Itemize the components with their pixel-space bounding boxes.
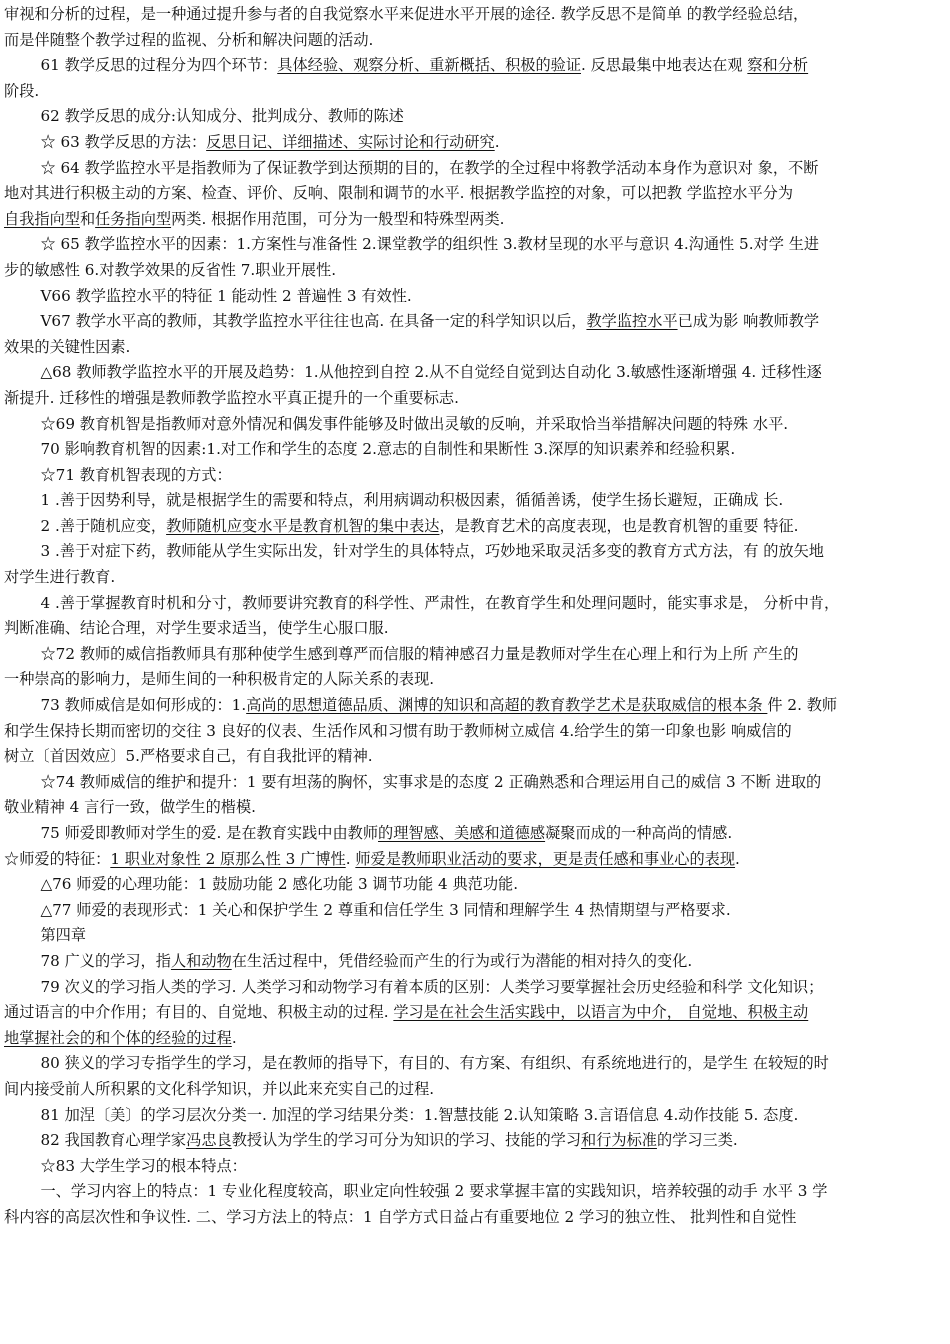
text-line xyxy=(4,1154,946,1180)
text-run: 地对其进行积极主动的方案、检查、评价、反响、限制和调节的水平. 根据教学监控的对象，可以把教 学监控水平分为 xyxy=(4,184,794,203)
text-run: 1 .善于因势利导，就是根据学生的需要和特点，利用病调动积极因素，循循善诱，使学生扬长避短，正确成 长. xyxy=(40,491,784,510)
text-line xyxy=(4,1179,946,1205)
text-run: 70 影响教育机智的因素:1.对工作和学生的态度 2.意志的自制性和果断性 3.深厚的知识素养和经验积累. xyxy=(40,440,736,459)
text-line xyxy=(4,386,946,412)
text-run: 两类. 根据作用范围，可分为一般型和特殊型两类. xyxy=(171,209,505,228)
text-run: . xyxy=(345,849,356,868)
text-line xyxy=(4,463,946,489)
text-run: 树立〔首因效应〕5.严格要求自己，有自我批评的精神. xyxy=(4,747,373,766)
text-line xyxy=(4,2,946,28)
text-line xyxy=(4,642,946,668)
text-line xyxy=(4,437,946,463)
text-run: ☆ 63 教学反思的方法： xyxy=(40,132,207,151)
text-line xyxy=(4,1026,946,1052)
text-line xyxy=(4,514,946,540)
underlined-text: 学习是在社会生活实践中，以语言为中介， 自觉地、积极主动 xyxy=(393,1003,809,1022)
underlined-text: 师爱是教师职业活动的要求，更是责任感和事业心的表现 xyxy=(355,849,736,868)
text-run: 通过语言的中介作用；有目的、自觉地、积极主动的过程. xyxy=(4,1003,394,1022)
text-line xyxy=(4,130,946,156)
text-run: 61 教学反思的过程分为四个环节： xyxy=(40,56,278,75)
text-run: ☆72 教师的威信指教师具有那种使学生感到尊严而信服的精神感召力量是教师对学生在心理上和行为上所 产生的 xyxy=(40,644,799,663)
underlined-text: 地掌握社会的和个体的经验的过程 xyxy=(4,1028,232,1047)
text-line xyxy=(4,872,946,898)
text-run: ☆师爱的特征： xyxy=(4,849,111,868)
text-line xyxy=(4,975,946,1001)
text-run: . xyxy=(494,132,500,151)
text-run: 教授认为学生的学习可分为知识的学习、技能的学习 xyxy=(231,1131,581,1150)
text-run: . 反思最集中地表达在观 xyxy=(581,56,748,75)
text-run: 81 加涅〔美〕的学习层次分类一. 加涅的学习结果分类：1.智慧技能 2.认知策略 3.言语信息 4.动作技能 5. 态度. xyxy=(40,1105,799,1124)
text-line xyxy=(4,719,946,745)
underlined-text: 高尚的思想道德品质、渊博的知识和高超的教育教学艺术是获取威信的根本条 xyxy=(246,696,768,715)
text-run: 效果的关键性因素. xyxy=(4,337,131,356)
text-line xyxy=(4,667,946,693)
text-run: 已成为影 响教师教学 xyxy=(677,312,820,331)
text-run: 73 教师威信是如何形成的：1. xyxy=(40,696,247,715)
text-run: 凝聚而成的一种高尚的情感. xyxy=(545,824,733,842)
text-line xyxy=(4,1000,946,1026)
text-line xyxy=(4,770,946,796)
text-line xyxy=(4,335,946,361)
text-run: . xyxy=(231,1028,237,1047)
text-line xyxy=(4,53,946,79)
text-run: 审视和分析的过程，是一种通过提升参与者的自我觉察水平来促进水平开展的途径. 教学反思不是简单 的教学经验总结， xyxy=(4,5,809,23)
underlined-text: 和行为标准 xyxy=(581,1131,657,1150)
text-run: 和 xyxy=(79,209,96,228)
text-line xyxy=(4,181,946,207)
text-run: 2 .善于随机应变， xyxy=(40,516,167,535)
text-run: 而是伴随整个教学过程的监视、分析和解决问题的活动. xyxy=(4,30,374,49)
text-run: 判断准确、结论合理，对学生要求适当，使学生心服口服. xyxy=(4,619,389,638)
text-line xyxy=(4,1103,946,1129)
text-line xyxy=(4,591,946,617)
text-line xyxy=(4,28,946,54)
text-line xyxy=(4,258,946,284)
text-run: △76 师爱的心理功能：1 鼓励功能 2 感化功能 3 调节功能 4 典范功能. xyxy=(40,875,519,894)
text-line xyxy=(4,232,946,258)
underlined-text: 任务指向型 xyxy=(95,209,172,228)
text-run: 82 我国教育心理学家 xyxy=(40,1131,187,1150)
underlined-text: 的理智感、美感和道德感 xyxy=(378,824,546,842)
text-run: 78 广义的学习，指 xyxy=(40,951,171,970)
text-run: 科内容的高层次性和争议性. 二、学习方法上的特点：1 自学方式日益占有重要地位 2 学习的独立性、 批判性和自觉性 xyxy=(4,1207,797,1226)
text-line xyxy=(4,207,946,233)
text-run: 敬业精神 4 言行一致，做学生的楷模. xyxy=(4,798,256,817)
text-line xyxy=(4,795,946,821)
underlined-text: 人和动物 xyxy=(170,951,232,970)
text-line xyxy=(4,616,946,642)
underlined-text: 自我指向型 xyxy=(4,209,80,228)
text-run: 步的敏感性 6.对教学效果的反省性 7.职业开展性. xyxy=(4,260,337,279)
underlined-text: 察和分析 xyxy=(747,56,809,75)
text-line xyxy=(4,539,946,565)
text-line xyxy=(4,744,946,770)
text-run: 渐提升. 迁移性的增强是教师教学监控水平真正提升的一个重要标志. xyxy=(4,388,459,407)
text-run: 在生活过程中，凭借经验而产生的行为或行为潜能的相对持久的变化. xyxy=(231,951,693,970)
underlined-text: 反思日记、详细描述、实际讨论和行动研究 xyxy=(206,132,495,151)
text-line xyxy=(4,821,946,847)
text-run: . xyxy=(735,849,740,868)
text-line xyxy=(4,1077,946,1103)
text-run: 的学习三类. xyxy=(656,1131,738,1150)
text-line xyxy=(4,412,946,438)
text-run: 62 教学反思的成分:认知成分、批判成分、教师的陈述 xyxy=(40,107,404,126)
text-run: 75 师爱即教师对学生的爱. 是在教育实践中由教师 xyxy=(40,824,379,842)
text-line xyxy=(4,847,946,873)
underlined-text: 冯忠良 xyxy=(186,1131,232,1150)
text-run: 件 2. 教师 xyxy=(767,696,838,715)
text-run: 阶段. xyxy=(4,81,40,100)
underlined-text: 1 职业对象性 2 原那么性 3 广博性 xyxy=(110,849,346,868)
underlined-text: 教师随机应变水平是教育机智的集中表达 xyxy=(166,516,440,535)
underlined-text: 教学监控水平 xyxy=(586,312,678,331)
text-line xyxy=(4,1128,946,1154)
text-line xyxy=(4,104,946,130)
text-run: 对学生进行教育. xyxy=(4,568,116,587)
text-line xyxy=(4,488,946,514)
underlined-text: 具体经验、观察分析、重新概括、积极的验证 xyxy=(277,56,581,75)
text-run: 3 .善于对症下药，教师能从学生实际出发，针对学生的具体特点，巧妙地采取灵活多变的教育方式方法，有 的放矢地 xyxy=(40,542,824,561)
text-line xyxy=(4,309,946,335)
text-line xyxy=(4,284,946,310)
text-run: △68 教师教学监控水平的开展及趋势：1.从他控到自控 2.从不自觉经自觉到达自动化 3.敏感性逐渐增强 4. 迁移性逐 xyxy=(40,363,822,382)
text-line xyxy=(4,693,946,719)
text-run: △77 师爱的表现形式：1 关心和保护学生 2 尊重和信任学生 3 同情和理解学生 4 热情期望与严格要求. xyxy=(40,900,731,919)
text-line xyxy=(4,156,946,182)
text-run: ，是教育艺术的高度表现，也是教育机智的重要 特征. xyxy=(439,516,799,535)
text-run: V67 教学水平高的教师，其教学监控水平往往也高. 在具备一定的科学知识以后， xyxy=(40,312,587,331)
text-run: 80 狭义的学习专指学生的学习，是在教师的指导下，有目的、有方案、有组织、有系统地进行的，是学生 在较短的时 xyxy=(40,1054,829,1073)
text-run: V66 教学监控水平的特征 1 能动性 2 普遍性 3 有效性. xyxy=(40,286,412,305)
text-run: ☆ 65 教学监控水平的因素：1.方案性与准备性 2.课堂教学的组织性 3.教材呈现的水平与意识 4.沟通性 5.对学 生进 xyxy=(40,235,820,254)
text-line xyxy=(4,1051,946,1077)
text-run: ☆ 64 教学监控水平是指教师为了保证教学到达预期的目的，在教学的全过程中将教学活动本身作为意识对 象，不断 xyxy=(40,158,819,177)
text-run: 第四章 xyxy=(40,926,87,945)
text-run: 一种崇高的影响力，是师生间的一种积极肯定的人际关系的表现. xyxy=(4,670,435,689)
text-run: ☆69 教育机智是指教师对意外情况和偶发事件能够及时做出灵敏的反响，并采取恰当举措解决问题的特殊 水平. xyxy=(40,414,789,433)
text-run: ☆71 教育机智表现的方式： xyxy=(40,465,232,484)
text-line xyxy=(4,565,946,591)
text-run: 间内接受前人所积累的文化科学知识，并以此来充实自己的过程. xyxy=(4,1079,435,1098)
text-line xyxy=(4,1205,946,1231)
text-run: 一、学习内容上的特点：1 专业化程度较高，职业定向性较强 2 要求掌握丰富的实践知识，培养较强的动手 水平 3 学 xyxy=(40,1182,828,1201)
text-line xyxy=(4,360,946,386)
text-run: ☆74 教师威信的维护和提升：1 要有坦荡的胸怀，实事求是的态度 2 正确熟悉和合理运用自己的威信 3 不断 进取的 xyxy=(40,772,822,791)
text-run: 4 .善于掌握教育时机和分寸，教师要讲究教育的科学性、严肃性，在教育学生和处理问题时，能实事求是， 分析中肯， xyxy=(40,593,840,612)
text-line xyxy=(4,898,946,924)
text-run: 和学生保持长期而密切的交往 3 良好的仪表、生活作风和习惯有助于教师树立威信 4.给学生的第一印象也影 响威信的 xyxy=(4,721,792,740)
text-run: ☆83 大学生学习的根本特点： xyxy=(40,1156,247,1175)
text-line xyxy=(4,79,946,105)
text-run: 79 次义的学习指人类的学习. 人类学习和动物学习有着本质的区别：人类学习要掌握社会历史经验和科学 文化知识； xyxy=(40,977,824,996)
text-line xyxy=(4,949,946,975)
text-line xyxy=(4,923,946,949)
